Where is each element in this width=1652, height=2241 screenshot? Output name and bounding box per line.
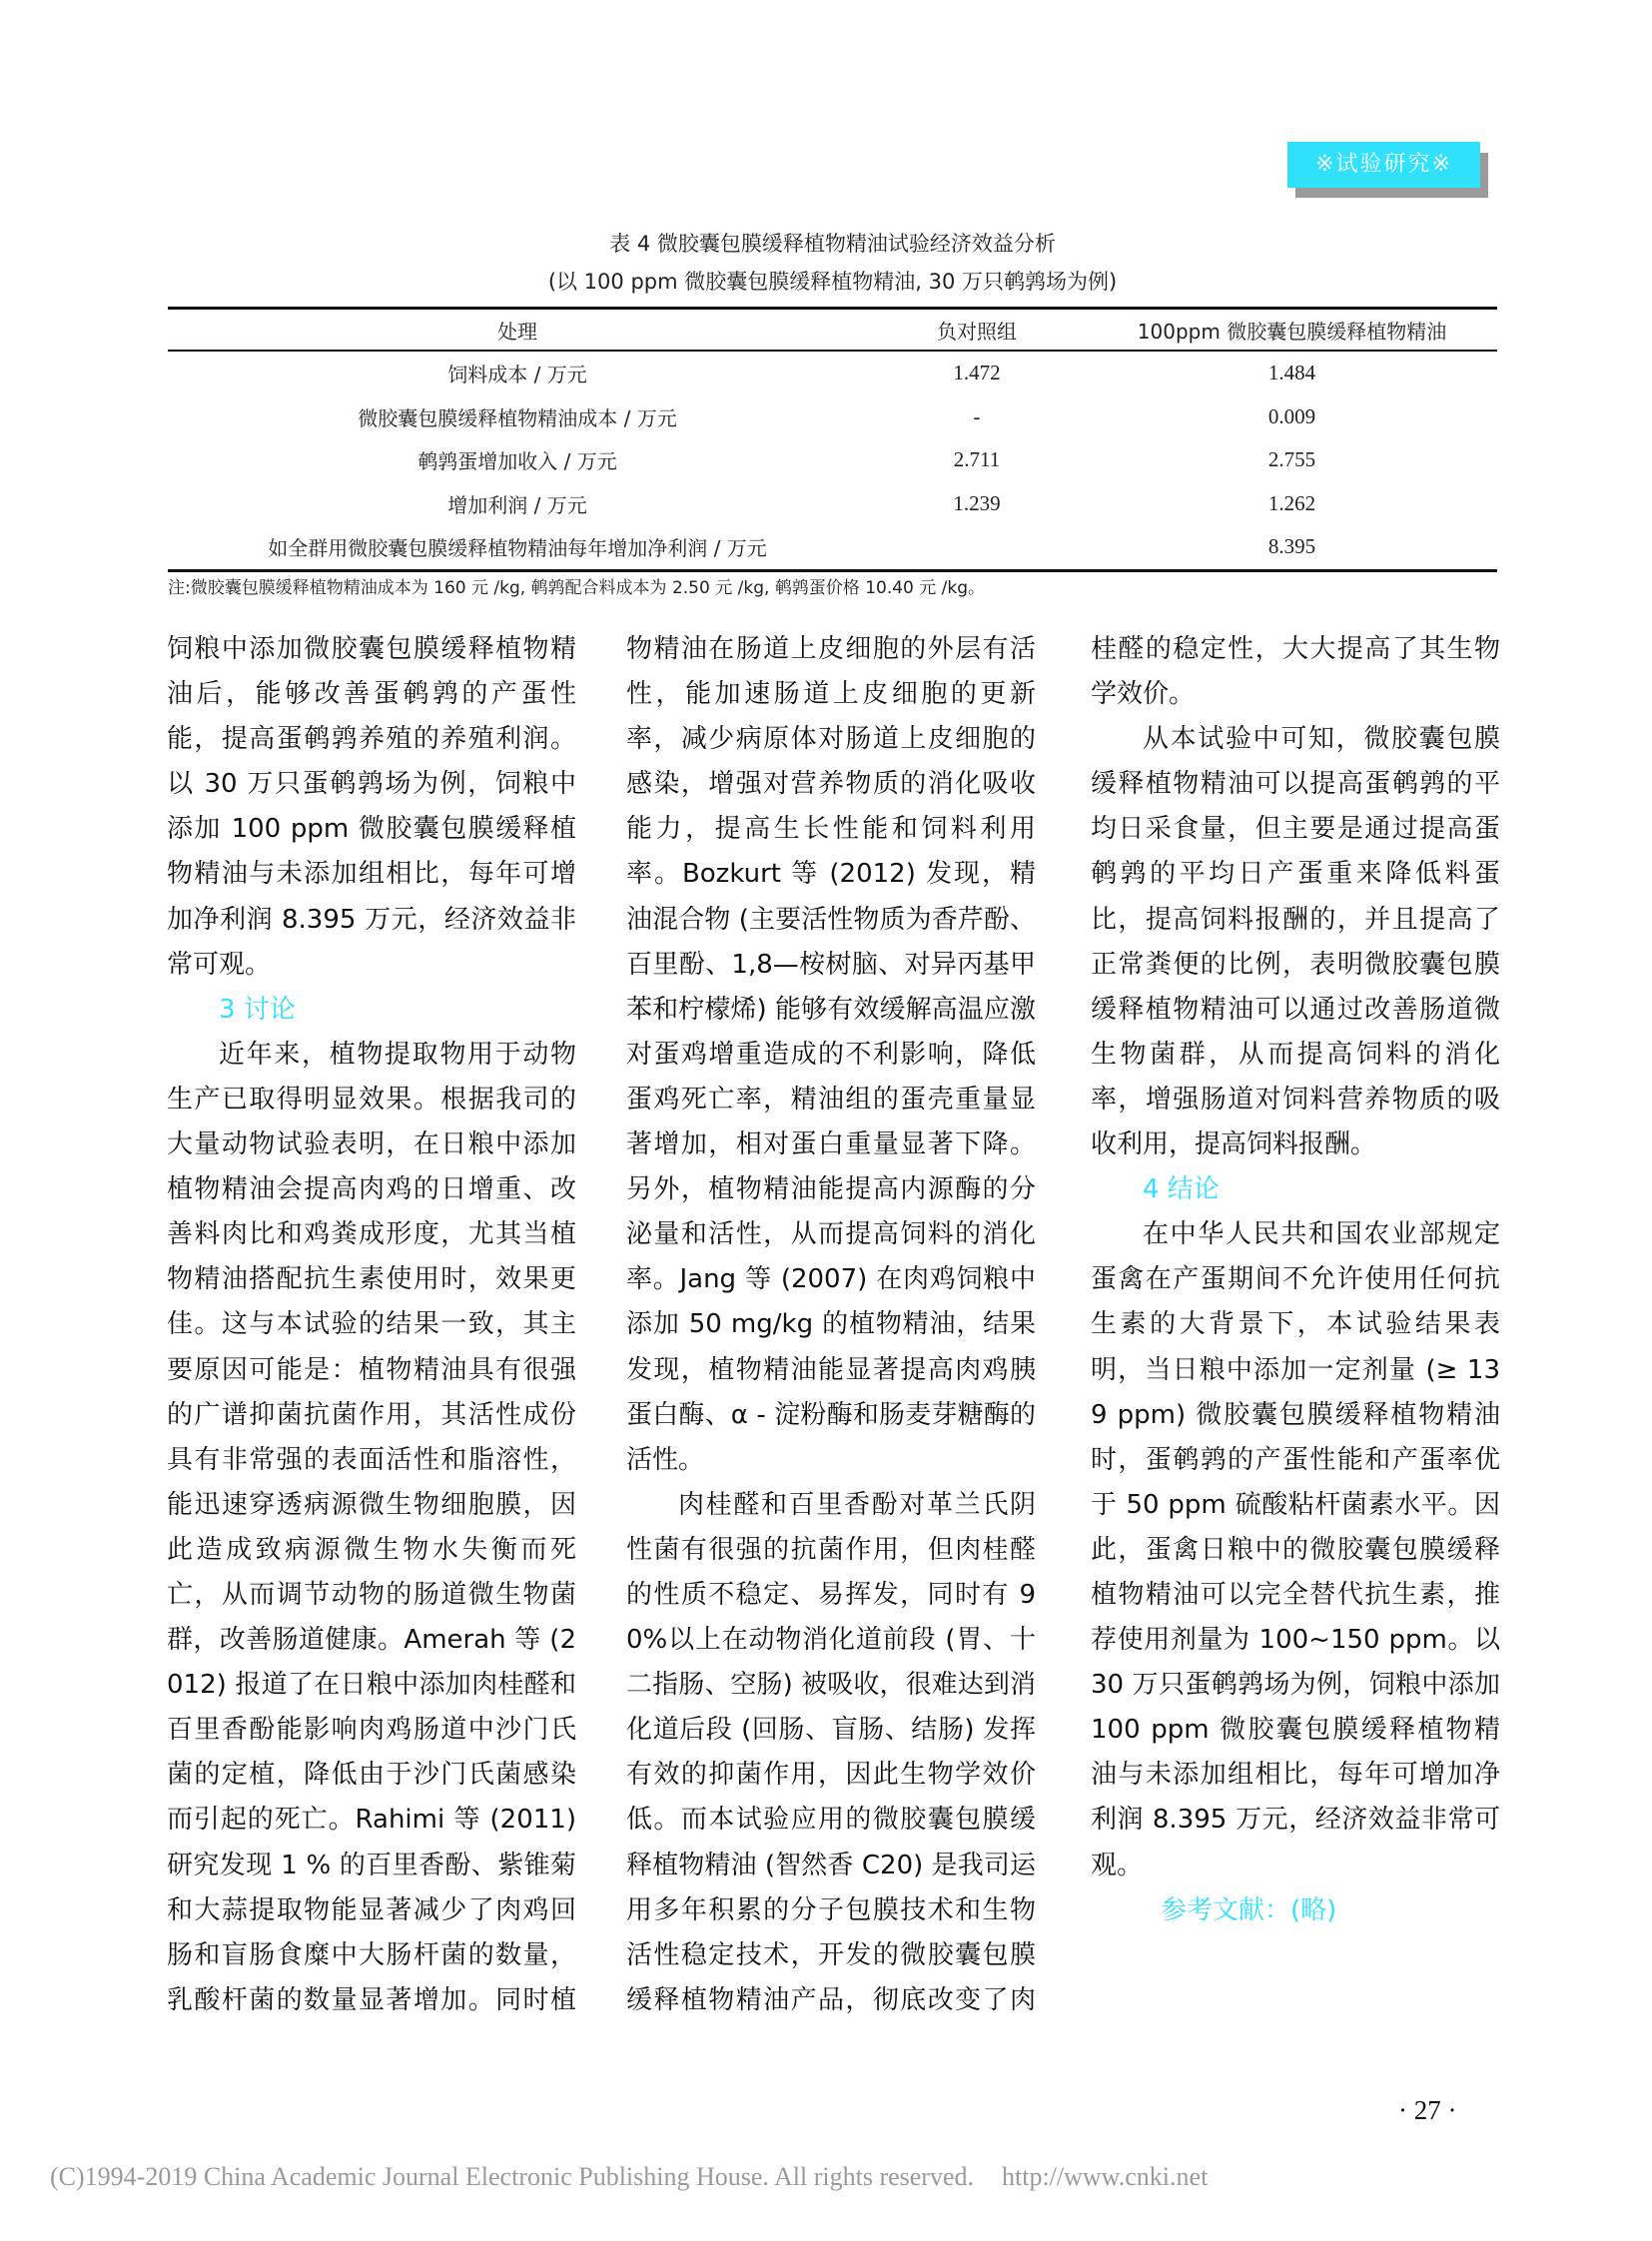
table-row	[168, 438, 1497, 482]
table-note: 注:微胶囊包膜缓释植物精油成本为 160 元 /kg, 鹌鹑配合料成本为 2.50 元 /kg, 鹌鹑蛋价格 10.40 元 /kg。	[168, 578, 986, 598]
row-label: 微胶囊包膜缓释植物精油成本 / 万元	[358, 405, 677, 430]
paragraph-discussion-1: 近年来，植物提取物用于动物生产已取得明显效果。根据我司的大量动物试验表明，在日粮中添加植物精油会提高肉鸡的日增重、改善料肉比和鸡粪成形度，尤其当植物精油搭配抗生素使用时，效果更佳。这与本试验的结果一致，其主要原因可能是：植物精油具有很强的广谱抑菌抗菌作用，其活性成份具有非常强的表面活性和脂溶性，能迅速穿透病源微生物细胞膜，因此造成致病源微生物水失衡而死亡，从而调节动物的肠道微生物菌群，改善肠道健康。Amerah 等 (2012) 报道了在日粮中添加肉桂醛和百里香酚能影响肉鸡肠道中沙门氏菌的定植，降低由于沙门氏菌感染而引起的死亡。Rahimi 等 (2011) 研究发现 1 % 的百里香酚、紫锥菊和大蒜提取物能显著减少了肉鸡回肠和盲肠食糜中大肠杆菌的数量，乳酸杆菌的数量显著增加。同时植	[167, 1039, 576, 2015]
page-number: · 27 ·	[1398, 2095, 1457, 2125]
paragraph-discussion-2-continued: 桂醛的稳定性，大大提高了其生物学效价。	[1091, 634, 1500, 710]
copyright-footer	[50, 2162, 1448, 2192]
table-caption: 表 4 微胶囊包膜缓释植物精油试验经济效益分析	[609, 232, 1056, 256]
table-subcaption: (以 100 ppm 微胶囊包膜缓释植物精油, 30 万只鹌鹑场为例)	[547, 270, 1118, 294]
cell-value: -	[973, 403, 981, 428]
section-heading-conclusion: 4 结论	[1143, 1174, 1220, 1205]
cell-value: 1.484	[1267, 361, 1316, 385]
cell-value	[867, 525, 1087, 570]
table-row	[168, 395, 1497, 439]
section-badge: ※试验研究※	[1287, 142, 1480, 188]
section-heading-discussion: 3 讨论	[219, 994, 296, 1025]
cell-value: 2.711	[953, 447, 1001, 472]
table-row	[168, 351, 1497, 395]
column-header-treatment: 处理	[497, 319, 537, 344]
column-header-negative-control: 负对照组	[937, 319, 1017, 344]
table-row	[168, 482, 1497, 526]
paragraph-results-summary: 饲粮中添加微胶囊包膜缓释植物精油后，能够改善蛋鹌鹑的产蛋性能，提高蛋鹌鹑养殖的养殖利润。以 30 万只蛋鹌鹑场为例，饲粮中添加 100 ppm 微胶囊包膜缓释植物精油与未添加组相比，每年可增加净利润 8.395 万元，经济效益非常可观。	[167, 634, 576, 980]
cnki-link[interactable]: http://www.cnki.net	[1002, 2162, 1209, 2191]
cell-value: 1.262	[1267, 490, 1316, 515]
economic-analysis-table	[168, 307, 1497, 572]
column-header-microcapsule-100ppm: 100ppm 微胶囊包膜缓释植物精油	[1137, 319, 1447, 344]
body-column-3	[1091, 627, 1500, 2037]
table-row	[168, 525, 1497, 570]
paragraph-conclusion: 在中华人民共和国农业部规定蛋禽在产蛋期间不允许使用任何抗生素的大背景下，本试验结果表明，当日粮中添加一定剂量 (≥ 139 ppm) 微胶囊包膜缓释植物精油时，蛋鹌鹑的产蛋性能和产蛋率优于 50 ppm 硫酸粘杆菌素水平。因此，蛋禽日粮中的微胶囊包膜缓释植物精油可以完全替代抗生素，推荐使用剂量为 100~150 ppm。以 30 万只蛋鹌鹑场为例，饲粮中添加 100 ppm 微胶囊包膜缓释植物精油与未添加组相比，每年可增加净利润 8.395 万元，经济效益非常可观。	[1091, 1219, 1500, 1880]
cell-value: 1.472	[953, 361, 1001, 385]
cell-value: 2.755	[1267, 447, 1316, 472]
paragraph-discussion-2: 肉桂醛和百里香酚对革兰氏阴性菌有很强的抗菌作用，但肉桂醛的性质不稳定、易挥发，同时有 90%以上在动物消化道前段 (胃、十二指肠、空肠) 被吸收，很难达到消化道后段 (回肠、盲肠、结肠) 发挥有效的抑菌作用，因此生物学效价低。而本试验应用的微胶囊包膜缓释植物精油 (智然香 C20) 是我司运用多年积累的分子包膜技术和生物活性稳定技术，开发的微胶囊包膜缓释植物精油产品，彻底改变了肉	[626, 1489, 1036, 2015]
body-column-2	[626, 627, 1036, 2037]
copyright-text: (C)1994-2019 China Academic Journal Electronic Publishing House. All rights reserved.	[50, 2162, 974, 2191]
paragraph-discussion-1-continued: 物精油在肠道上皮细胞的外层有活性，能加速肠道上皮细胞的更新率，减少病原体对肠道上皮细胞的感染，增强对营养物质的消化吸收能力，提高生长性能和饲料利用率。Bozkurt 等 (2012) 发现，精油混合物 (主要活性物质为香芹酚、百里酚、1,8—桉树脑、对异丙基甲苯和柠檬烯) 能够有效缓解高温应激对蛋鸡增重造成的不利影响，降低蛋鸡死亡率，精油组的蛋壳重量显著增加，相对蛋白重量显著下降。另外，植物精油能提高内源酶的分泌量和活性，从而提高饲料的消化率。Jang 等 (2007) 在肉鸡饲粮中添加 50 mg/kg 的植物精油，结果发现，植物精油能显著提高肉鸡胰蛋白酶、α - 淀粉酶和肠麦芽糖酶的活性。	[626, 634, 1036, 1475]
cell-value: 1.239	[953, 490, 1001, 515]
row-label: 如全群用微胶囊包膜缓释植物精油每年增加净利润 / 万元	[168, 525, 867, 570]
paragraph-discussion-3: 从本试验中可知，微胶囊包膜缓释植物精油可以提高蛋鹌鹑的平均日采食量，但主要是通过提高蛋鹌鹑的平均日产蛋重来降低料蛋比，提高饲料报酬的，并且提高了正常粪便的比例，表明微胶囊包膜缓释植物精油可以通过改善肠道微生物菌群，从而提高饲料的消化率，增强肠道对饲料营养物质的吸收利用，提高饲料报酬。	[1091, 724, 1500, 1160]
row-label: 增加利润 / 万元	[447, 492, 587, 517]
body-column-1	[167, 627, 576, 2037]
cell-value: 0.009	[1267, 403, 1316, 428]
row-label: 鹌鹑蛋增加收入 / 万元	[417, 449, 617, 474]
table-header-row	[168, 309, 1497, 352]
row-label: 饲料成本 / 万元	[447, 363, 587, 387]
cell-value: 8.395	[1087, 525, 1497, 570]
references-heading: 参考文献：(略)	[1161, 1894, 1337, 1925]
